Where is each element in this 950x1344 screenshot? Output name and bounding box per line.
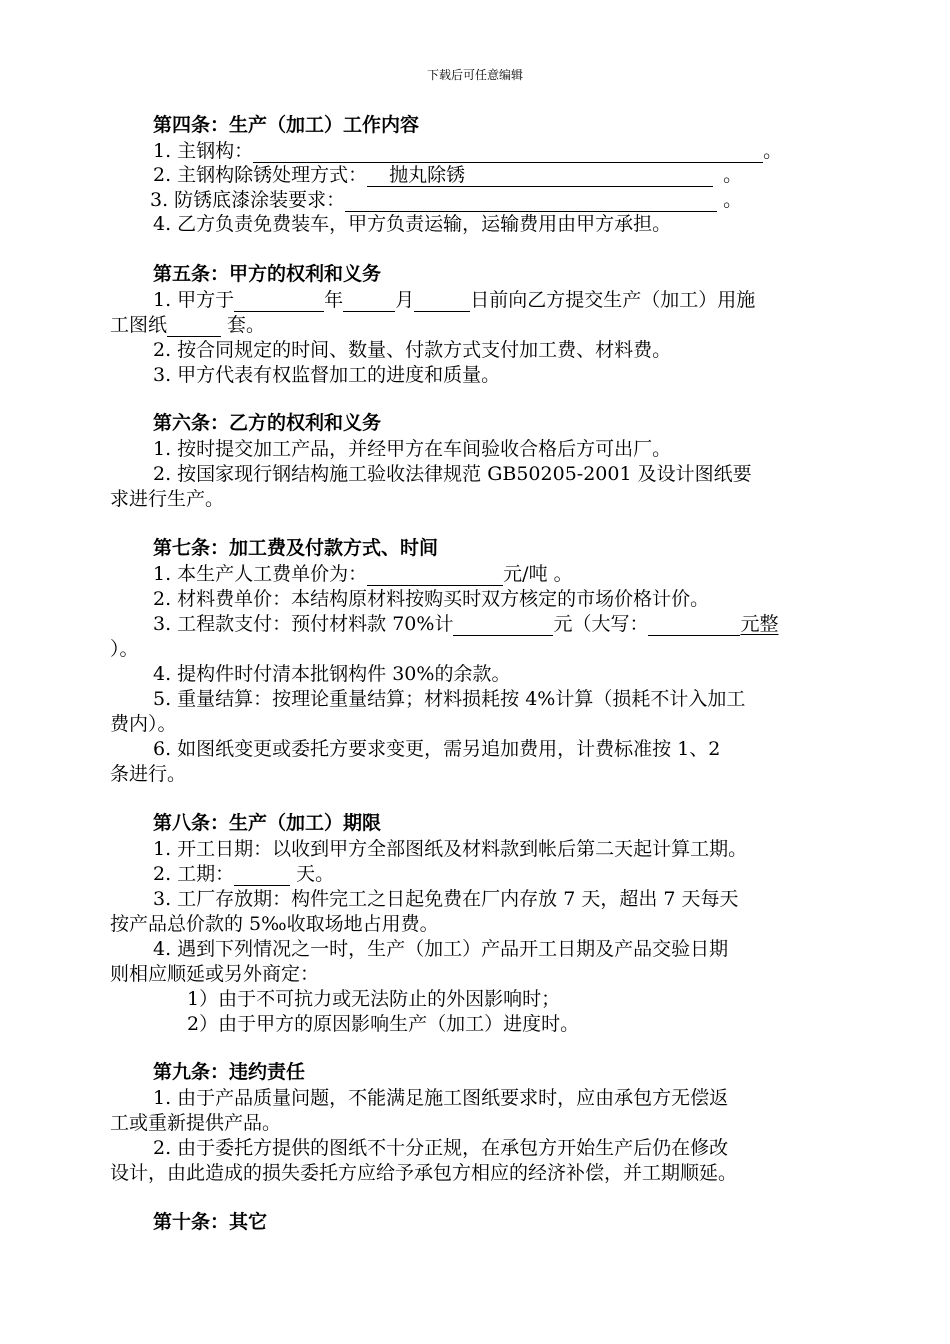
s7-line-2: 2. 材料费单价：本结构原材料按购买时双方核定的市场价格计价。 xyxy=(153,588,710,610)
s9-line-1-cont: 工或重新提供产品。 xyxy=(110,1112,282,1134)
s6-line-2-cont: 求进行生产。 xyxy=(110,488,225,510)
s7-line-3: 3. 工程款支付：预付材料款 70%计 元（大写： 元整 xyxy=(153,613,779,635)
s5-line-1-cont: 工图纸 套。 xyxy=(110,314,266,336)
blank-main-steel xyxy=(253,142,763,163)
s6-line-2: 2. 按国家现行钢结构施工验收法律规范 GB50205-2001 及设计图纸要 xyxy=(153,463,752,485)
s7-line-6-cont: 条进行。 xyxy=(110,763,187,785)
s4-line-1: 1. 主钢构： 。 xyxy=(153,140,783,162)
blank-primer-requirement xyxy=(345,191,717,212)
section-5-title: 第五条：甲方的权利和义务 xyxy=(153,263,382,285)
blank-prepay-amount xyxy=(453,615,553,636)
blank-duration xyxy=(234,865,290,886)
section-6-title: 第六条：乙方的权利和义务 xyxy=(153,412,382,434)
s9-line-2: 2. 由于委托方提供的图纸不十分正规，在承包方开始生产后仍在修改 xyxy=(153,1137,729,1159)
s7-line-1: 1. 本生产人工费单价为： 元/吨 。 xyxy=(153,563,573,585)
s7-line-6: 6. 如图纸变更或委托方要求变更，需另追加费用，计费标准按 1、2 xyxy=(153,738,721,760)
blank-labor-price xyxy=(367,565,503,586)
blank-month xyxy=(343,291,395,312)
section-7-title: 第七条：加工费及付款方式、时间 xyxy=(153,537,439,559)
s8-line-2: 2. 工期： 天。 xyxy=(153,863,335,885)
section-4-title: 第四条：生产（加工）工作内容 xyxy=(153,114,420,136)
s8-line-3-cont: 按产品总价款的 5‰收取场地占用费。 xyxy=(110,913,439,935)
page-header: 下载后可任意编辑 xyxy=(426,68,523,82)
s4-line-3: 3. 防锈底漆涂装要求： 。 xyxy=(150,189,743,211)
s8-line-4: 4. 遇到下列情况之一时，生产（加工）产品开工日期及产品交验日期 xyxy=(153,938,729,960)
s9-line-1: 1. 由于产品质量问题，不能满足施工图纸要求时，应由承包方无偿返 xyxy=(153,1087,729,1109)
s6-line-1: 1. 按时提交加工产品，并经甲方在车间验收合格后方可出厂。 xyxy=(153,438,672,460)
s5-line-2: 2. 按合同规定的时间、数量、付款方式支付加工费、材料费。 xyxy=(153,339,672,361)
s7-line-5: 5. 重量结算：按理论重量结算；材料损耗按 4%计算（损耗不计入加工 xyxy=(153,688,746,710)
blank-day xyxy=(414,291,470,312)
s8-line-4-cont: 则相应顺延或另外商定： xyxy=(110,963,320,985)
s8-line-1: 1. 开工日期：以收到甲方全部图纸及材料款到帐后第二天起计算工期。 xyxy=(153,838,748,860)
s5-line-1: 1. 甲方于 年 月 日前向乙方提交生产（加工）用施 xyxy=(153,289,756,311)
s8-line-3: 3. 工厂存放期：构件完工之日起免费在厂内存放 7 天，超出 7 天每天 xyxy=(153,888,739,910)
s8-line-4-sub-1: 1）由于不可抗力或无法防止的外因影响时； xyxy=(187,988,561,1010)
s9-line-2-cont: 设计，由此造成的损失委托方应给予承包方相应的经济补偿，并工期顺延。 xyxy=(110,1162,738,1184)
blank-year xyxy=(234,291,324,312)
s4-line-4: 4. 乙方负责免费装车，甲方负责运输，运输费用由甲方承担。 xyxy=(153,213,672,235)
s8-line-4-sub-2: 2）由于甲方的原因影响生产（加工）进度时。 xyxy=(187,1013,580,1035)
section-10-title: 第十条：其它 xyxy=(153,1211,268,1233)
blank-sets xyxy=(167,316,221,337)
blank-prepay-capital xyxy=(648,615,740,636)
section-9-title: 第九条：违约责任 xyxy=(153,1061,306,1083)
s7-line-5-cont: 费内）。 xyxy=(110,713,177,735)
section-8-title: 第八条：生产（加工）期限 xyxy=(153,812,382,834)
s4-line-2: 2. 主钢构除锈处理方式： 抛丸除锈 。 xyxy=(153,164,743,186)
s7-line-3-cont: ）。 xyxy=(110,638,139,660)
s7-line-4: 4. 提构件时付清本批钢构件 30%的余款。 xyxy=(153,663,511,685)
s5-line-3: 3. 甲方代表有权监督加工的进度和质量。 xyxy=(153,364,501,386)
field-rust-removal: 抛丸除锈 xyxy=(367,165,713,187)
